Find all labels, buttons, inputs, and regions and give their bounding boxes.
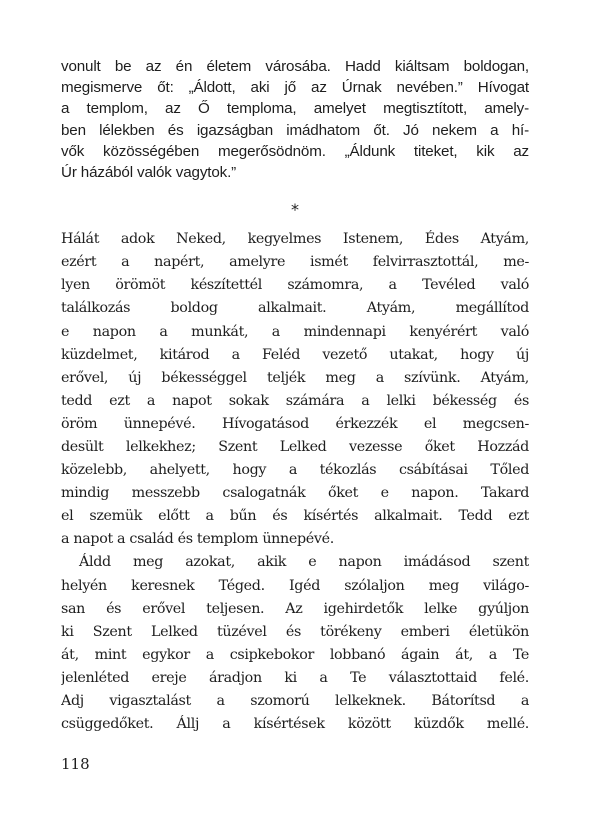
intro-line: ben lélekben és igazságban imádhatom őt. Jó nekem a hí- <box>61 121 529 139</box>
prayer-line: küzdelmet, kitárod a Feléd vezető utakat, hogy új <box>61 346 529 363</box>
page-body <box>61 56 529 736</box>
prayer-line: Adj vigasztalást a szomorú lelkeknek. Bátorítsd a <box>61 693 529 709</box>
prayer-line: Hálát adok Neked, kegyelmes Istenem, Édes Atyám, <box>61 231 529 248</box>
prayer-line: mindig messzebb csalogatnák őket e napon. Takard <box>61 485 529 502</box>
prayer-line: ezért a napért, amelyre ismét felvirrasztottál, me- <box>61 254 529 271</box>
intro-line: vők közösségében megerősödnöm. „Áldunk titeket, kik az <box>61 142 529 160</box>
prayer-line: helyén keresnek Téged. Igéd szólaljon meg világo- <box>61 577 529 594</box>
intro-paragraph <box>61 56 529 183</box>
prayer-line: san és erővel teljesen. Az igehirdetők lelke gyúljon <box>61 600 529 617</box>
intro-line: vonult be az én életem városába. Hadd kiáltsam boldogan, <box>61 58 529 75</box>
prayer-line: találkozás boldog alkalmait. Atyám, megállítod <box>61 300 529 317</box>
prayer-line: desült lelkekhez; Szent Lelked vezesse őket Hozzád <box>61 438 529 455</box>
prayer-line: el szemük előtt a bűn és kísértés alkalmait. Tedd ezt <box>61 508 529 525</box>
prayer-line: Áldd meg azokat, akik e napon imádásod szent <box>79 554 529 571</box>
page-number: 118 <box>61 755 90 773</box>
prayer-line: csüggedőket. Állj a kísértések között küzdők mellé. <box>61 716 529 733</box>
prayer-line: tedd ezt a napot sokak számára a lelki békesség és <box>61 392 529 409</box>
intro-line: a templom, az Ő temploma, amelyet megtisztított, amely- <box>61 100 529 118</box>
prayer-line: öröm ünnepévé. Hívogatásod érkezzék el megcsen- <box>61 415 529 432</box>
intro-line: Úr házából valók vagytok.” <box>61 163 237 181</box>
prayer-line: át, mint egykor a csipkebokor lobbanó ágain át, a Te <box>61 646 529 663</box>
prayer-paragraph-1 <box>61 228 529 551</box>
prayer-paragraph-2 <box>61 551 529 736</box>
prayer-line: jelenléted ereje áradjon ki a Te választottaid felé. <box>61 669 529 686</box>
prayer-line: közelebb, ahelyett, hogy a tékozlás csábításai Tőled <box>61 462 529 479</box>
section-separator: * <box>291 200 299 220</box>
intro-line: megismerve őt: „Áldott, aki jő az Úrnak nevében.” Hívogat <box>61 79 529 97</box>
prayer-line: a napot a család és templom ünnepévé. <box>61 531 334 548</box>
prayer-line: e napon a munkát, a mindennapi kenyérért való <box>61 323 529 340</box>
prayer-line: lyen örömöt készítettél számomra, a Tevéled való <box>61 277 529 294</box>
prayer-text <box>61 228 529 736</box>
prayer-line: erővel, új békességgel teljék meg a szívünk. Atyám, <box>61 369 529 386</box>
prayer-line: ki Szent Lelked tüzével és törékeny emberi életükön <box>61 623 529 640</box>
